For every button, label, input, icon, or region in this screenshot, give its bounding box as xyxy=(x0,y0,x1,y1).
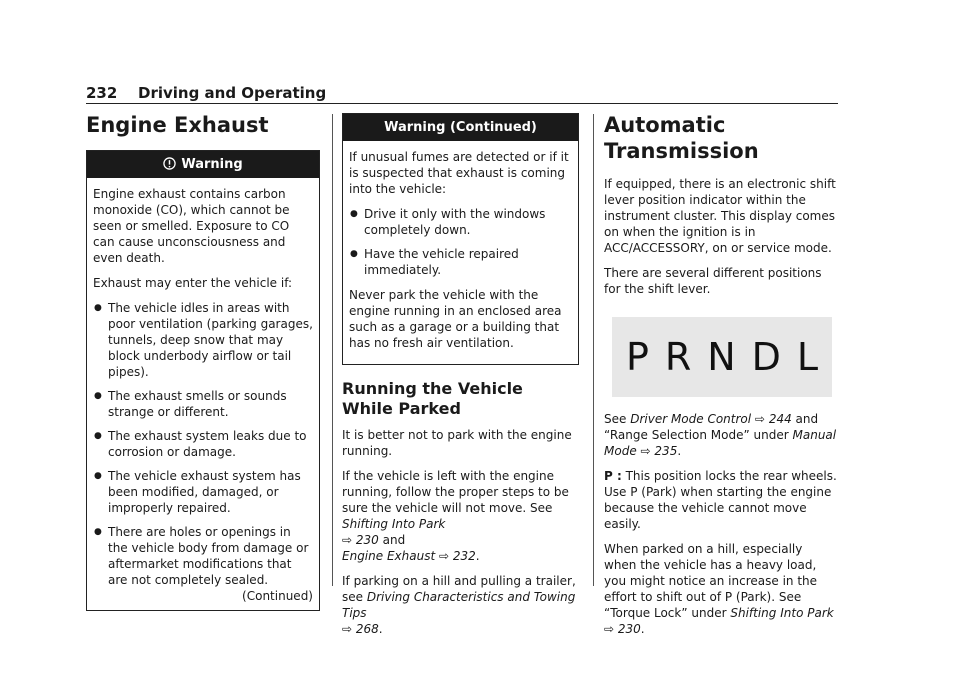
warning-icon xyxy=(163,153,176,180)
body-text: When parked on a hill, especially when the vehicle has a heavy load, you might notice an increase in the effort to shift out of P (Park). See “Torque Lock” under Shifting Into Park ⇨ 230. xyxy=(604,542,834,636)
list-item: ● Drive it only with the windows completely down. xyxy=(349,206,572,238)
list-item: ● The exhaust smells or sounds strange or different. xyxy=(93,388,313,420)
body-text: See Driver Mode Control ⇨ 244 and “Range Selection Mode” under Manual Mode ⇨ 235. xyxy=(604,412,837,458)
page-ref[interactable]: 244 xyxy=(768,412,792,426)
page-ref-arrow-icon: ⇨ xyxy=(604,622,615,636)
list-item: ● The vehicle idles in areas with poor ventilation (parking garages, tunnels, deep snow that may block underbody airflow or tail pipes). xyxy=(93,300,313,380)
body-text: If equipped, there is an electronic shift lever position indicator within the instrument cluster. This display comes on when the ignition is in ACC/ACCESSORY, on or service mode. xyxy=(604,177,836,255)
link-driving-towing[interactable]: Driving Characteristics and Towing Tips xyxy=(342,590,576,620)
warning-text: Engine exhaust contains carbon monoxide (CO), which cannot be seen or smelled. Exposure to CO can cause unconsciousness and even death. xyxy=(93,187,290,265)
gear-letter: R xyxy=(664,335,692,379)
shift-indicator-image xyxy=(612,317,832,397)
warning-box-continued xyxy=(342,113,579,365)
list-item: ● The vehicle exhaust system has been modified, damaged, or improperly repaired. xyxy=(93,468,313,516)
page-ref-arrow-icon: ⇨ xyxy=(342,622,353,636)
page-ref[interactable]: 230 xyxy=(355,533,379,547)
gear-letter: D xyxy=(751,335,781,379)
page-ref-arrow-icon: ⇨ xyxy=(640,444,651,458)
page-ref[interactable]: 268 xyxy=(355,622,379,636)
body-text: It is better not to park with the engine running. xyxy=(342,428,572,458)
warning-header xyxy=(87,151,319,178)
continued-label: (Continued) xyxy=(242,589,313,603)
gear-letter: P xyxy=(625,335,649,379)
link-manual-mode[interactable]: Manual Mode xyxy=(604,428,837,458)
warning-header: Warning (Continued) xyxy=(343,114,578,141)
link-shifting-into-park[interactable]: Shifting Into Park xyxy=(730,606,834,620)
column-1 xyxy=(86,108,320,611)
column-divider xyxy=(593,114,594,586)
link-engine-exhaust[interactable]: Engine Exhaust xyxy=(342,549,436,563)
engine-exhaust-heading: Engine Exhaust xyxy=(86,113,269,137)
page-ref-arrow-icon: ⇨ xyxy=(342,533,353,547)
warning-text: If unusual fumes are detected or if it is suspected that exhaust is coming into the vehicle: xyxy=(349,150,569,196)
section-title: Driving and Operating xyxy=(138,84,327,102)
park-label: P : xyxy=(604,469,622,483)
page-ref[interactable]: 235 xyxy=(654,444,678,458)
gear-letter: N xyxy=(707,335,736,379)
warning-body xyxy=(343,141,578,364)
automatic-transmission-heading: Automatic Transmission xyxy=(604,113,759,163)
list-item: ● The exhaust system leaks due to corrosion or damage. xyxy=(93,428,313,460)
warning-body xyxy=(87,178,319,610)
warning-list xyxy=(93,300,313,588)
column-3 xyxy=(604,108,838,646)
body-text: P : This position locks the rear wheels. Use P (Park) when starting the engine because the vehicle cannot move easily. xyxy=(604,469,837,531)
page-ref[interactable]: 232 xyxy=(452,549,476,563)
warning-list xyxy=(349,206,572,278)
warning-title: Warning xyxy=(181,157,243,172)
warning-text: Never park the vehicle with the engine running in an enclosed area such as a garage or a building that has no fresh air ventilation. xyxy=(349,288,562,350)
body-text: If parking on a hill and pulling a trailer, see Driving Characteristics and Towing Tips ⇨ 268. xyxy=(342,574,576,636)
list-item: ● Have the vehicle repaired immediately. xyxy=(349,246,572,278)
link-shifting-into-park[interactable]: Shifting Into Park xyxy=(342,517,446,531)
running-parked-heading: Running the Vehicle While Parked xyxy=(342,379,523,418)
warning-text: Exhaust may enter the vehicle if: xyxy=(93,276,293,290)
column-2 xyxy=(342,113,579,646)
header-divider xyxy=(86,103,838,104)
warning-box xyxy=(86,150,320,611)
page-ref-arrow-icon: ⇨ xyxy=(438,549,450,563)
list-item: ● There are holes or openings in the vehicle body from damage or aftermarket modifications that are not completely sealed. xyxy=(93,524,313,588)
body-text: There are several different positions for the shift lever. xyxy=(604,266,822,296)
page-ref-arrow-icon: ⇨ xyxy=(754,412,765,426)
column-divider xyxy=(332,114,333,586)
body-text: If the vehicle is left with the engine running, follow the proper steps to be sure the vehicle will not move. See Shifting Into Park ⇨ 230 and Engine Exhaust ⇨ 232. xyxy=(342,469,569,563)
link-driver-mode-control[interactable]: Driver Mode Control xyxy=(630,412,752,426)
page-number: 232 xyxy=(86,84,118,102)
gear-letter: L xyxy=(796,335,818,379)
page-ref[interactable]: 230 xyxy=(617,622,641,636)
